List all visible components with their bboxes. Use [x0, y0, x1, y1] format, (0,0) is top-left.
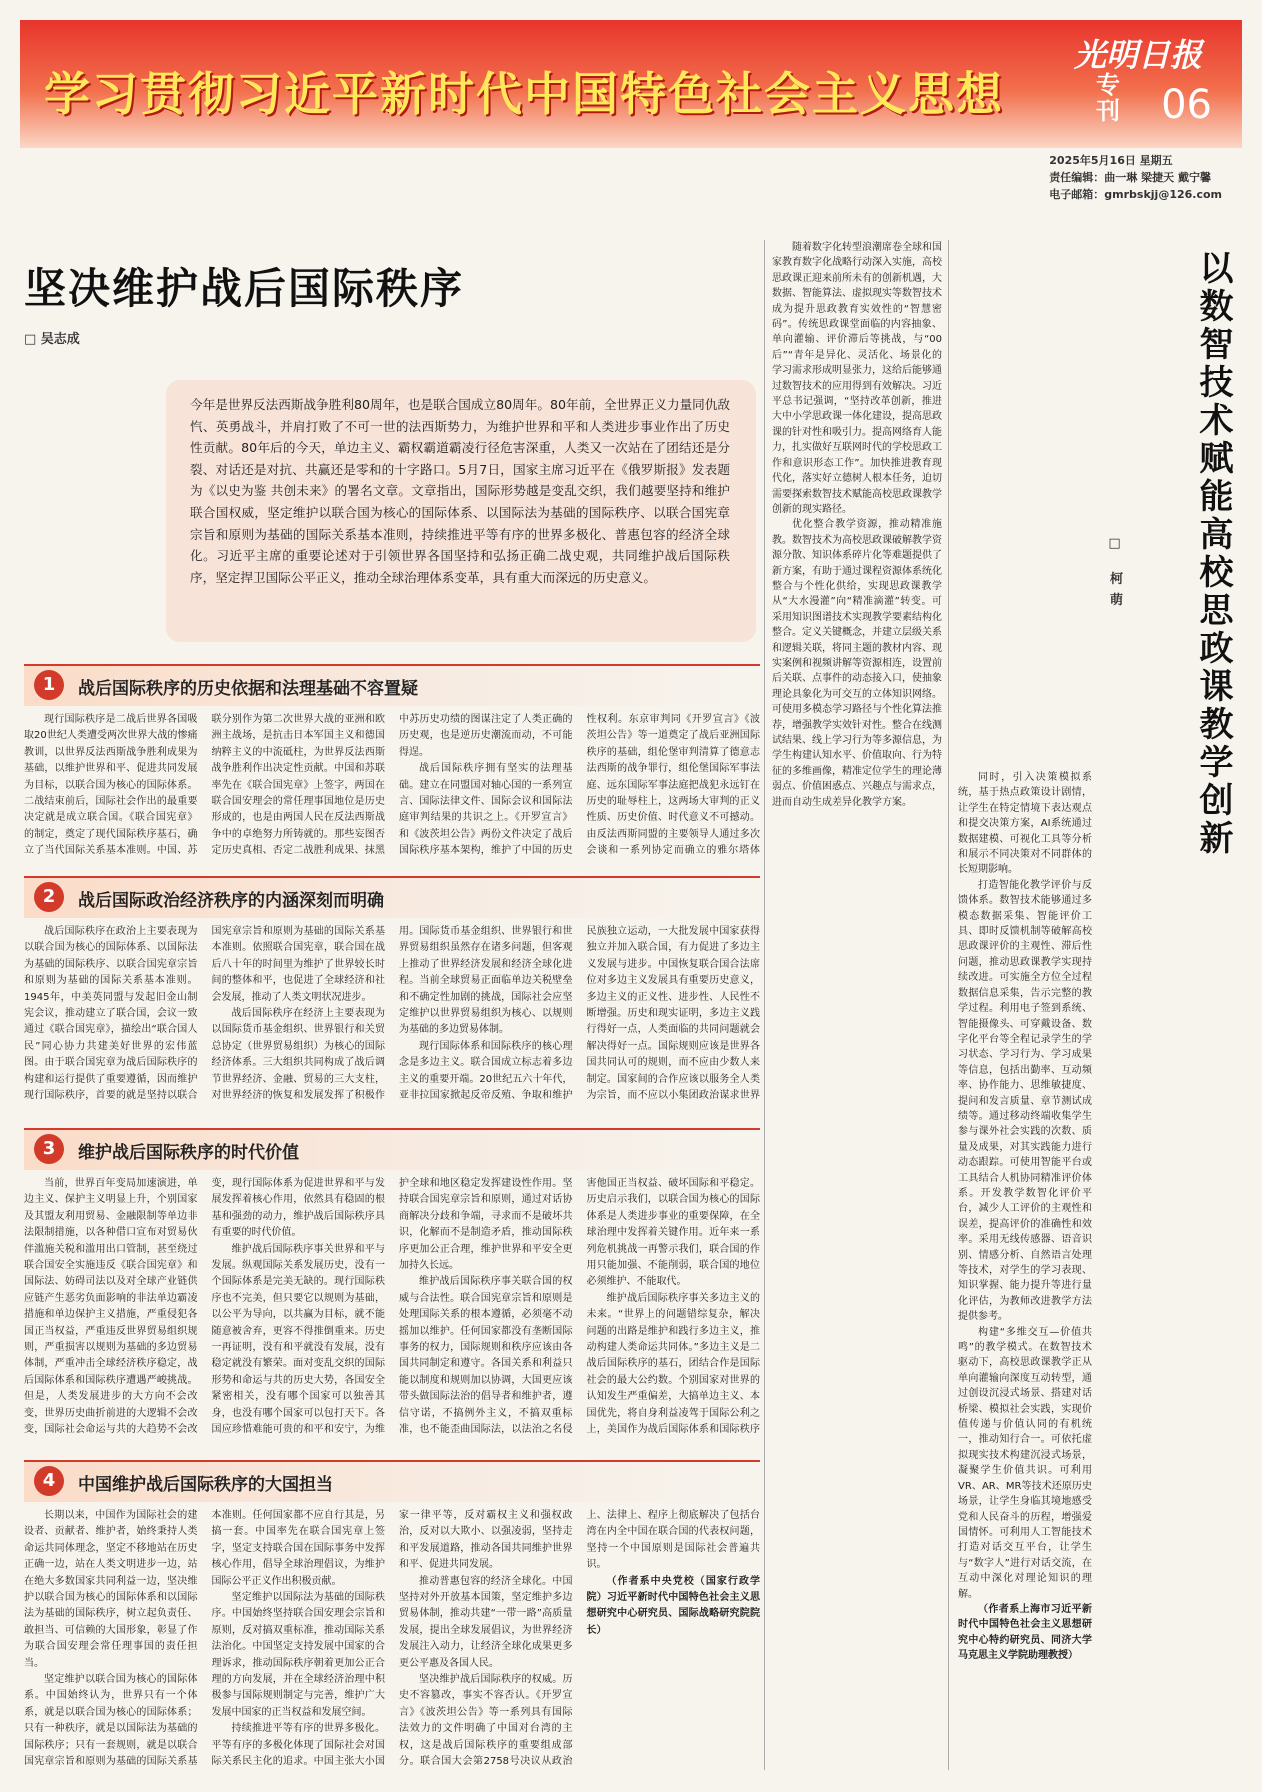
- section-header-3: [24, 1128, 760, 1170]
- paragraph: 构建“多维交互—价值共鸣”的教学模式。在数智技术驱动下，高校思政课教学正从单向灌输向深度互动转型，通过创设沉浸式场景、搭建对话桥梁、模拟社会实践，实现价值传递与价值认同的有机统一，推动知行合一。可依托虚拟现实技术构建沉浸式场景，凝聚学生价值共识。可利用VR、AR、MR等技术还原历史场景，让学生身临其境地感受党和人民奋斗的历程，增强爱国情怀。可利用人工智能技术打造对话交互平台，让学生与“数字人”进行对话交流，在互动中深化对理论知识的理解。: [958, 1326, 1092, 1600]
- paragraph: 维护战后国际秩序事关多边主义的未来。“世界上的问题错综复杂，解决问题的出路是维护和践行多边主义，推动构建人类命运共同体。”多边主义是二战后国际秩序的基石，团结合作是国际社会的最大公约数。个别国家对世界的认知发生严重偏差，大搞单边主义、本国优先，将自身利益凌驾于国际公利之上，美国作为战后国际体系和国际秩序: [586, 1292, 760, 1436]
- sidebar-title: 以数智技术赋能高校思政课教学创新: [1193, 250, 1233, 858]
- article-headline: 坚决维护战后国际秩序: [24, 264, 465, 313]
- editors-line: 责任编辑：曲一琳 梁捷天 戴宁馨: [1049, 171, 1211, 184]
- sidebar-author: □ 柯萌: [1107, 536, 1122, 614]
- sidebar-body-columns: [958, 770, 1240, 1770]
- paragraph: 维护战后国际秩序事关联合国的权威与合法性。联合国宪章宗旨和原则是处理国际关系的根本遵循，必须毫不动摇加以维护。任何国家都没有垄断国际事务的权力，国际规则和秩序应该由各国共同制定和遵守。各国关系和利益只能以制度和规则加以协调，大国更应该带头做国际法治的倡导者和维护者，遵信守诺，不搞例外主义，不搞双重标准，也不能歪曲国际法，以法治之名侵害他国正当权益、破坏国际和平稳定。历史启示我们，以联合国为核心的国际体系是人类进步事业的重要保障，在全球治理中发挥着关键作用。近年来一系列危机挑战一再警示我们，联合国的作用只能加强、不能削弱，联合国的地位必须维护、不能取代。: [399, 1178, 760, 1436]
- paragraph: 战后国际秩序在经济上主要表现为以国际货币基金组织、世界银行和关贸总协定（世界贸易组织）为核心的国际经济体系。三大组织共同构成了战后调节世界经济、金融、贸易的三大支柱，对世界经济的恢复和发展发挥了积极作用。国际货币基金组织、世界银行和世界贸易组织虽然存在诸多问题，但客观上推动了世界经济发展和经济全球化进程。当前全球贸易正面临单边关税壁垒和不确定性加剧的挑战，国际社会应坚定维护以世界贸易组织为核心、以规则为基础的多边贸易体制。: [211, 926, 573, 1102]
- paragraph: 长期以来，中国作为国际社会的建设者、贡献者、维护者，始终秉持人类命运共同体理念，坚定不移地站在历史正确一边，站在人类文明进步一边，站在绝大多数国家共同利益一边，坚决维护以联合国为核心的国际体系和以国际法为基础的国际秩序，树立起负责任、敢担当、可信赖的大国形象，彰显了作为联合国安理会常任理事国的责任担当。: [24, 1510, 198, 1669]
- column-divider: [948, 240, 949, 1770]
- paragraph: 战后国际秩序拥有坚实的法理基础。建立在同盟国对轴心国的一系列宣言、国际法律文件、国际会议和国际法庭审判结果的共识之上。《开罗宣言》和《波茨坦公告》两份文件决定了战后国际秩序基本架构，维护了中国的历史性权利。东京审判同《开罗宣言》《波茨坦公告》等一道奠定了战后亚洲国际秩序的基础，组伦堡审判清算了德意志法西斯的战争罪行，组伦堡国际军事法庭、远东国际军事法庭把战犯永远钉在历史的耻辱柱上，这两场大审判的正义性质、历史价值、时代意义不可撼动。由反法西斯同盟的主要领导人通过多次会谈和一系列协定而确立的雅尔塔体: [399, 714, 760, 857]
- page-number: 06: [1161, 82, 1212, 128]
- section-title: 战后国际秩序的历史依据和法理基础不容置疑: [78, 679, 418, 699]
- paragraph: 现行国际秩序是二战后世界各国吸取20世纪人类遭受两次世界大战的惨痛教训，以世界反法西斯战争胜利成果为基础，以维护世界和平、促进共同发展为目标，以联合国为核心的国际体系。二战结束前后，国际社会作出的最重要决定就是成立联合国。《联合国宪章》的制定，奠定了现代国际秩序基石，确立了当代国际关系基本准则。中国、苏联分别作为第二次世界大战的亚洲和欧洲主战场，是抗击日本军国主义和德国纳粹主义的中流砥柱，为世界反法西斯战争胜利作出决定性贡献。中国和苏联率先在《联合国宪章》上签字，两国在联合国安理会的常任理事国地位是历史形成的，也是由两国人民在反法西斯战争中的卓绝努力所铸就的。那些妄图否定历史真相、否定二战胜利成果、抹黑中苏历史功绩的图谋注定了人类正确的历史观，也是逆历史潮流而动，不可能得逞。: [24, 714, 573, 857]
- paragraph: 优化整合教学资源，推动精准施教。数智技术为高校思政课破解教学资源分散、知识体系碎片化等难题提供了新方案，有助于通过课程资源体系统化整合与个性化供给，实现思政课教学从“大水漫灌”向“精准滴灌”转变。可采用知识图谱技术实现教学要素结构化整合。定义关键概念，并建立层级关系和逻辑关联，将同主题的教材内容、现实案例和视频讲解等资源相连，设置前后关联、点事件的动态接入口，使抽象理论具象化为可交互的立体知识网络。可使用多模态学习路径与个性化算法推荐，增强教学实效针对性。整合在线测试结果、线上学习行为等多源信息，为学生构建认知水平、价值取向、行为特征的多维画像，精准定位学生的理论薄弱点、价值困惑点、兴趣点与需求点，进而自动生成差异化教学方案。: [772, 519, 942, 808]
- paragraph: 坚定维护以联合国为核心的国际体系。中国始终认为，世界只有一个体系，就是以联合国为核心的国际体系；只有一种秩序，就是以国际法为基础的国际秩序；只有一套规则，就是以联合国宪章宗旨和原则为基础的国际关系基本准则。任何国家都不应自行其是，另搞一套。中国率先在联合国宪章上签字，坚定支持联合国在国际事务中发挥核心作用，倡导全球治理倡议，为维护国际公平正义作出积极贡献。: [24, 1510, 385, 1768]
- column-divider: [764, 240, 765, 1770]
- section-title: 中国维护战后国际秩序的大国担当: [78, 1475, 333, 1495]
- section-title: 战后国际政治经济秩序的内涵深刻而明确: [78, 891, 384, 911]
- section-header-4: [24, 1460, 760, 1502]
- section-body-3: [24, 1176, 760, 1450]
- section-number: 1: [34, 670, 64, 700]
- paragraph: 随着数字化转型浪潮席卷全球和国家教育数字化战略行动深入实施，高校思政课正迎来前所未有的创新机遇，大数据、智能算法、虚拟现实等数智技术成为提升思政教育实效性的“智慧密码”。传统思政课堂面临的内容抽象、单向灌输、评价滞后等挑战，与“00后”“青年是异化、灵活化、场景化的学习需求形成明显张力，这给后能够通过数智技术的应用得到有效解决。习近平总书记强调，“坚持改革创新，推进大中小学思政课一体化建设，提高思政课的针对性和吸引力。提高网络育人能力，扎实做好互联网时代的学校思政工作和意识形态工作”。加快推进教育现代化，落实好立德树人根本任务，迫切需要探索数智技术赋能高校思政课教学创新的现实路径。: [772, 242, 942, 515]
- section-body-1: [24, 712, 760, 864]
- section-number: 2: [34, 882, 64, 912]
- paragraph: 坚决维护战后国际秩序的权威。历史不容篡改，事实不容否认。《开罗宣言》《波茨坦公告》等一系列具有国际法效力的文件明确了中国对台湾的主权，这是战后国际秩序的重要组成部分。联合国大会第2758号决议从政治上、法律上、程序上彻底解决了包括台湾在内全中国在联合国的代表权问题，坚持一个中国原则是国际社会普遍共识。: [399, 1510, 760, 1768]
- article-intro: 今年是世界反法西斯战争胜利80周年，也是联合国成立80周年。80年前，全世界正义力量同仇敌忾、英勇战斗，并肩打败了不可一世的法西斯势力，为维护世界和平和人类进步事业作出了历史性贡献。80年后的今天，单边主义、霸权霸道霸凌行径危害深重，人类又一次站在了团结还是分裂、对话还是对抗、共赢还是零和的十字路口。5月7日，国家主席习近平在《俄罗斯报》发表题为《以史为鉴 共创未来》的署名文章。文章指出，国际形势越是变乱交织，我们越要坚持和维护联合国权威，坚定维护以联合国为核心的国际体系、以国际法为基础的国际秩序、以联合国宪章宗旨和原则为基础的国际关系基本准则，持续推进平等有序的世界多极化、普惠包容的经济全球化。习近平主席的重要论述对于引领世界各国坚持和弘扬正确二战史观，共同维护战后国际秩序，坚定捍卫国际公平正义，推动全球治理体系变革，具有重大而深远的历史意义。: [166, 380, 756, 642]
- section-title: 维护战后国际秩序的时代价值: [78, 1143, 299, 1163]
- article-byline: □ 吴志成: [24, 332, 80, 347]
- banner-title: 学习贯彻习近平新时代中国特色社会主义思想: [44, 67, 1004, 121]
- date-line: 2025年5月16日 星期五: [1049, 154, 1173, 167]
- section-number: 3: [34, 1134, 64, 1164]
- paragraph: 当前，世界百年变局加速演进，单边主义、保护主义明显上升，个别国家及其盟友利用贸易、金融限制等单边非法限制措施，以各种借口宣布对贸易伙伴滥施关税和滥用出口管制，甚至绕过联合国安全实施违反《联合国宪章》和国际法、妨碍司法以及对全球产业链供应链产生恶劣负面影响的非法单边霸凌措施和单边保护主义措施，严重侵犯各国正当权益，严重违反世界贸易组织规则，严重损害以规则为基础的多边贸易体制，严重冲击全球经济秩序稳定，战后国际体系和国际秩序遭遇严峻挑战。但是，人类发展进步的大方向不会改变，世界历史曲折前进的大逻辑不会改变，国际社会命运与共的大趋势不会改变，现行国际体系为促进世界和平与发展发挥着核心作用，依然具有稳固的根基和强劲的动力，维护战后国际秩序具有重要的时代价值。: [24, 1178, 385, 1436]
- paragraph: 推动普惠包容的经济全球化。中国坚持对外开放基本国策，坚定维护多边贸易体制，推动共建“一带一路”高质量发展，提出全球发展倡议，为世界经济发展注入动力，让经济全球化成果更多更公平惠及各国人民。: [399, 1575, 573, 1669]
- paragraph: 维护战后国际秩序事关世界和平与发展。纵观国际关系发展历史，没有一个国际体系是完美无缺的。现行国际秩序也不完美，但只要它以规则为基础，以公平为导向，以共赢为目标，就不能随意被舍弃，更容不得推倒重来。历史一再证明，没有和平就没有发展，没有稳定就没有繁荣。面对变乱交织的国际形势和命运与共的历史大势，各国安全紧密相关，没有哪个国家可以独善其身，也没有哪个国家可以包打天下。各国应珍惜难能可贵的和平和安宁，为维护全球和地区稳定发挥建设性作用。坚持联合国宪章宗旨和原则，通过对话协商解决分歧和争端，寻求而不是破坏共识，化解而不是制造矛盾，推动国际秩序更加公正合理，维护世界和平安全更加持久长远。: [211, 1178, 573, 1436]
- issue-meta: [1049, 152, 1222, 203]
- author-note: （作者系上海市习近平新时代中国特色社会主义思想研究中心特约研究员、同济大学马克思主义学院助理教授）: [958, 1603, 1092, 1662]
- section-body-2: [24, 924, 760, 1118]
- section-number: 4: [34, 1466, 64, 1496]
- paragraph: 打造智能化教学评价与反馈体系。数智技术能够通过多模态数据采集、智能评价工具、即时反馈机制等破解高校思政课评价的主观性、滞后性问题，推动思政课教学实现持续改进。可实施全方位全过程数据信息采集，告示完整的教学过程。利用电子签到系统、智能摄像头、可穿戴设备、数字化平台等全程记录学生的学习状态、学习行为、学习成果等信息，包括出勤率、互动频率、协作能力、思维敏捷度、提问和发言质量、章节测试成绩等。通过移动终端收集学生参与课外社会实践的次数、质量及成果，对其实践能力进行动态跟踪。可使用智能平台或工具结合人机协同精准评价体系。开发教学数智化评价平台，减少人工评价的主观性和误差，提高评价的准确性和效率。采用无线传感器、语音识别、情感分析、自然语言处理等技术，对学生的学习表现、知识掌握、能力提升等进行量化评估，为教师改进教学方法提供参考。: [958, 879, 1092, 1323]
- section-header-2: [24, 876, 760, 918]
- special-label: 专刊: [1096, 71, 1120, 125]
- masthead-banner: [20, 20, 1242, 148]
- sidebar-body-left: [772, 240, 942, 1770]
- paragraph: 坚定维护以国际法为基础的国际秩序。中国始终坚持联合国安理会宗旨和原则，反对搞双重标准，推动国际关系法治化。中国坚定支持发展中国家的合理诉求，推动国际秩序朝着更加公正合理的方向发展，并在全球经济治理中积极参与国际规则制定与完善，维护广大发展中国家的正当权益和发展空间。: [211, 1592, 385, 1718]
- paragraph: 战后国际秩序在政治上主要表现为以联合国为核心的国际体系、以国际法为基础的国际秩序、以联合国宪章宗旨和原则为基础的国际关系基本准则。1945年，中美英同盟与发起旧金山制宪会议，推动建立了联合国，会议一致通过《联合国宪章》，描绘出“联合国人民”同心协力共建美好世界的宏伟蓝图。由于联合国宪章为战后国际秩序的构建和运行提供了重要遵循，因而维护现行国际秩序，首要的就是坚持以联合国宪章宗旨和原则为基础的国际关系基本准则。依照联合国宪章，联合国在战后八十年的时间里为维护了世界较长时间的整体和平，也促进了全球经济和社会发展，推动了人类文明状况进步。: [24, 926, 385, 1102]
- email-line: 电子邮箱：gmrbskjj@126.com: [1049, 188, 1222, 201]
- author-note: （作者系中央党校（国家行政学院）习近平新时代中国特色社会主义思想研究中心研究员、国际战略研究院院长）: [586, 1575, 760, 1636]
- paragraph: 同时，引入决策模拟系统，基于热点政策设计剧情，让学生在特定情境下表达观点和提交决策方案，AI系统通过数据建模、可视化工具等分析和展示不同决策对不同群体的长短期影响。: [958, 772, 1092, 876]
- sidebar-body-top: [958, 240, 1070, 770]
- paragraph: 现行国际体系和国际秩序的核心理念是多边主义。联合国成立标志着多边主义的重要开端。20世纪五六十年代，亚非拉国家掀起反帝反殖、争取和维护民族独立运动，一大批发展中国家获得独立并加入联合国，有力促进了多边主义发展与进步。中国恢复联合国合法席位对多边主义发展具有重要历史意义，多边主义的正义性、进步性、人民性不断增强。历史和现实证明，多边主义践行得好一点，人类面临的共同问题就会解决得好一点。国际规则应该是世界各国共同认可的规则，而不应由少数人来制定。国家间的合作应该以服务全人类为宗旨，而不应以小集团政治谋求世界: [399, 926, 760, 1102]
- paragraph: 持续推进平等有序的世界多极化。平等有序的多极化体现了国际社会对国际关系民主化的追求。中国主张大小国家一律平等，反对霸权主义和强权政治，反对以大欺小、以强凌弱，坚持走和平发展道路，推动各国共同维护世界和平、促进共同发展。: [211, 1510, 573, 1768]
- section-header-1: [24, 664, 760, 706]
- newspaper-logo: 光明日报: [1073, 36, 1202, 74]
- section-body-4: [24, 1508, 760, 1772]
